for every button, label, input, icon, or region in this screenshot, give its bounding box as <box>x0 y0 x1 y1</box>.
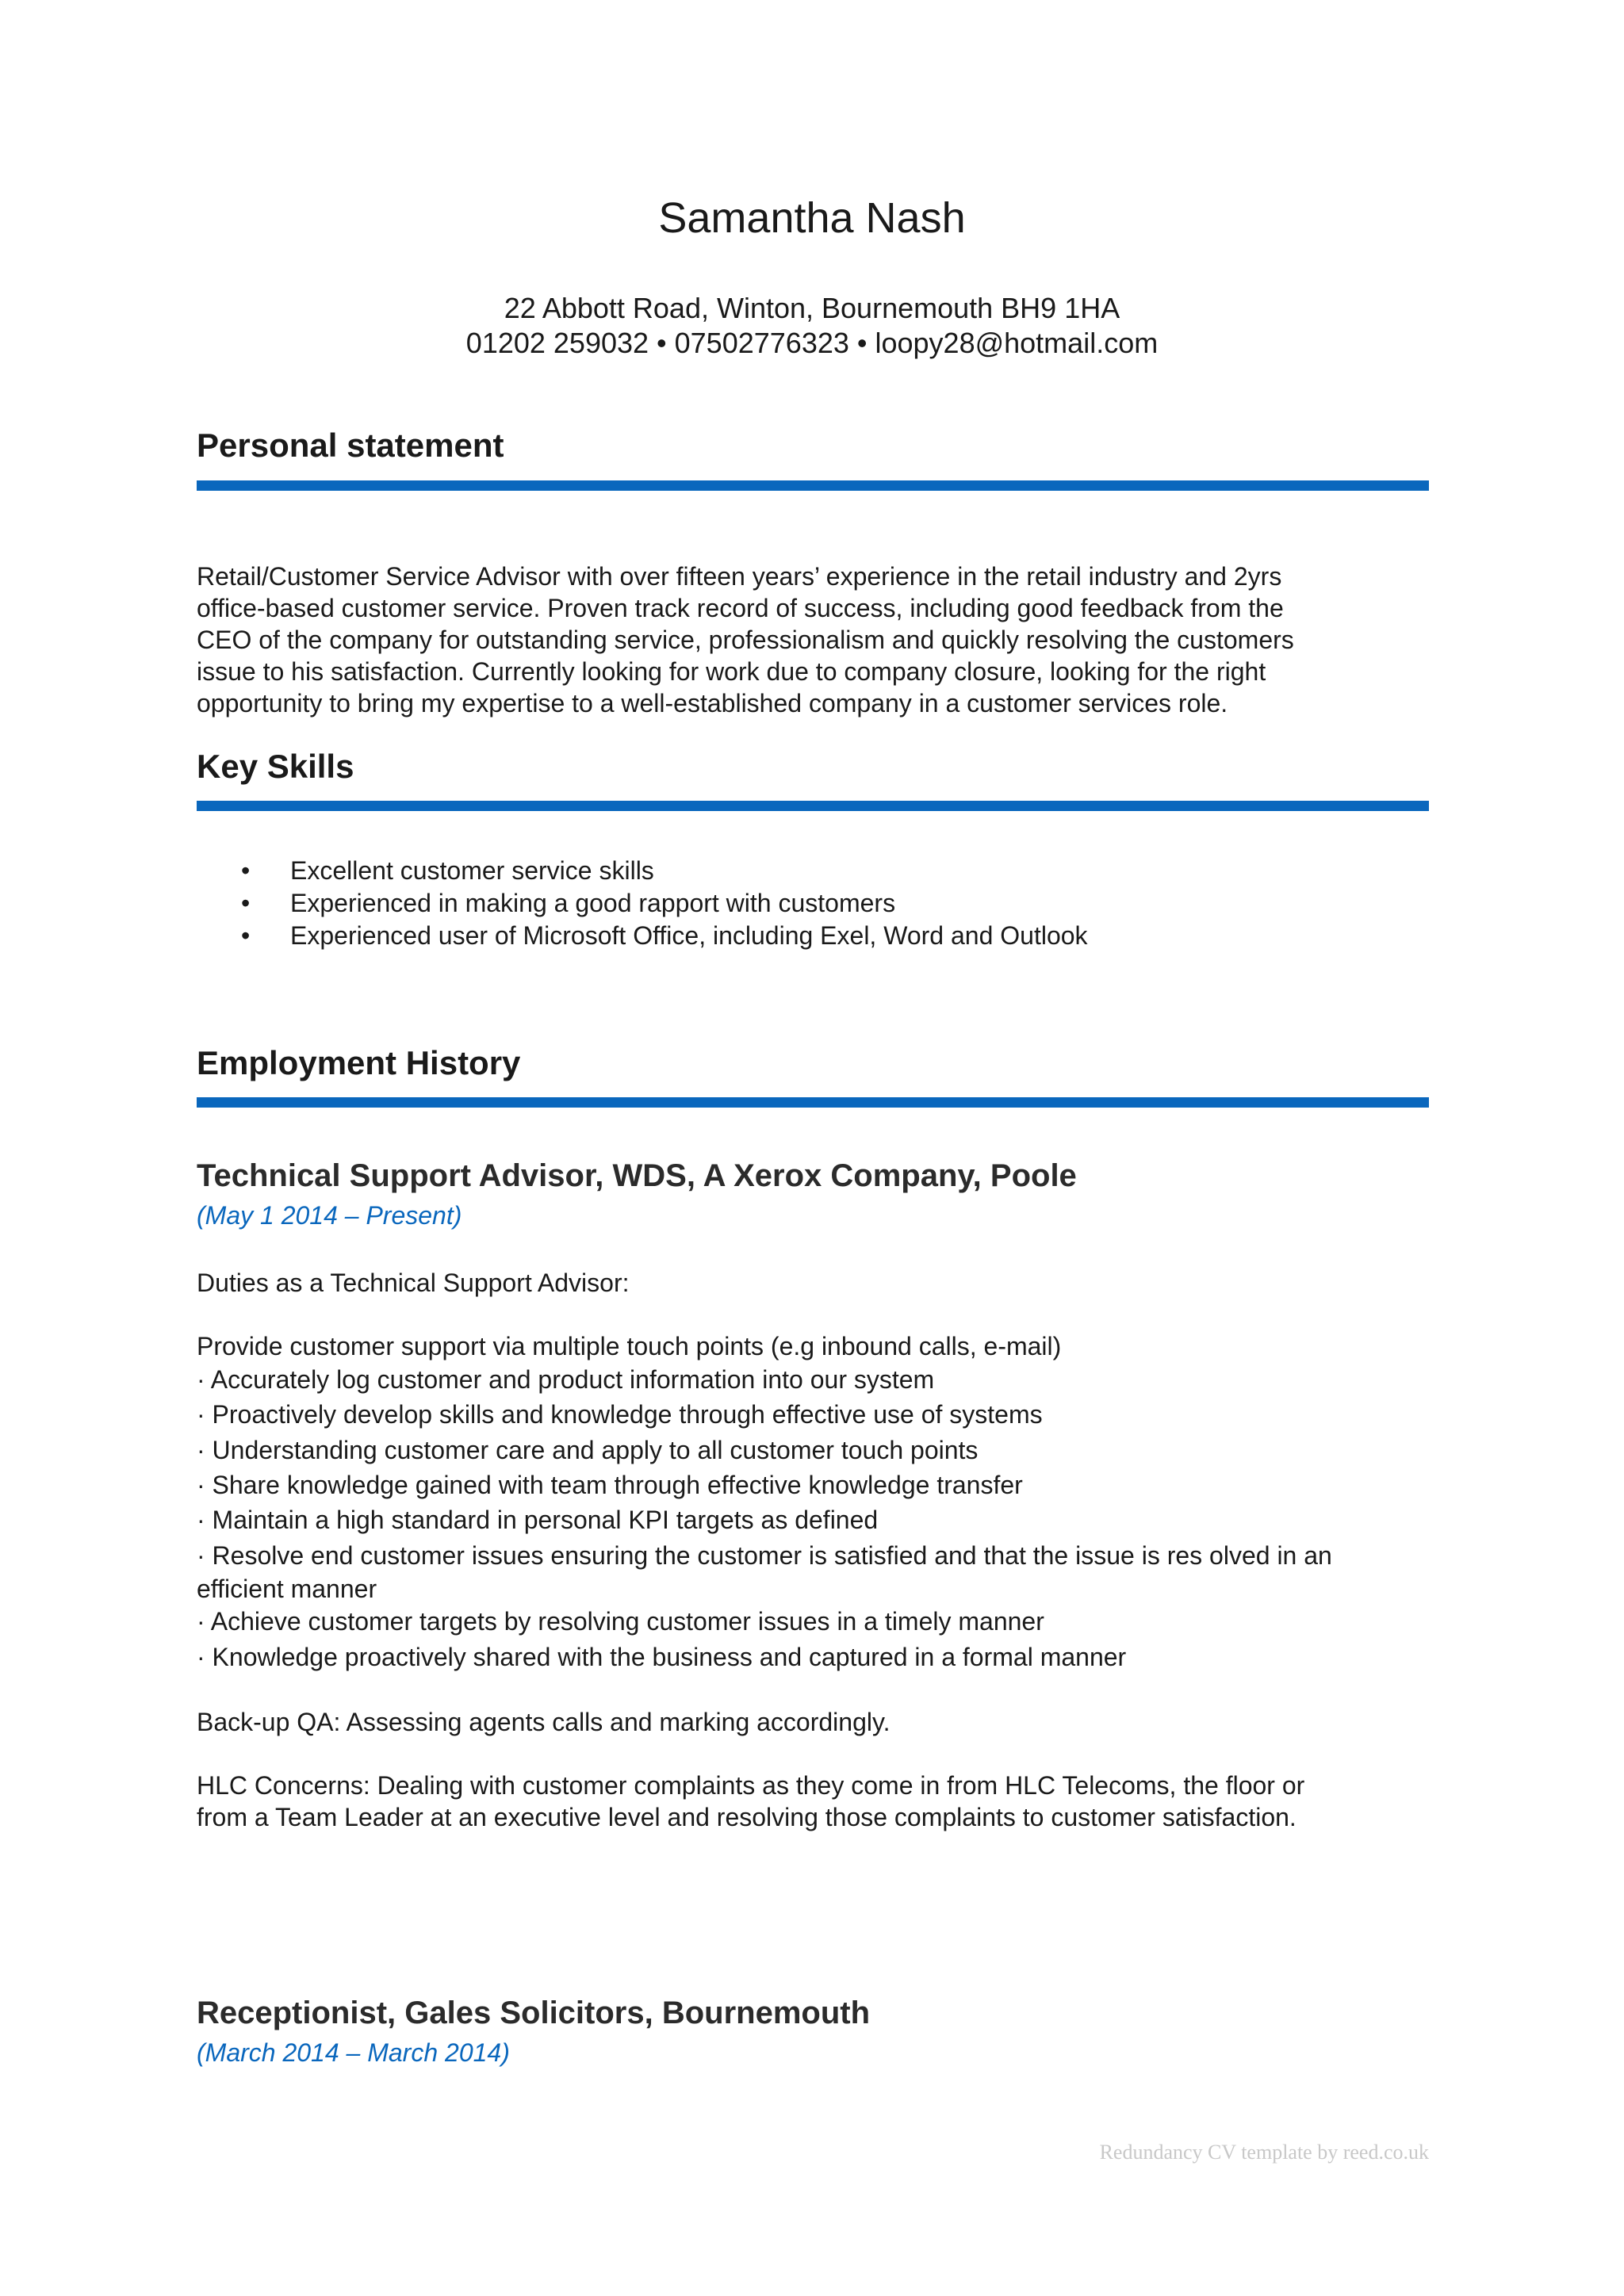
job-dates: (March 2014 – March 2014) <box>197 2038 510 2067</box>
duty-line: · Knowledge proactively shared with the business and captured in a formal manner <box>197 1643 1127 1671</box>
statement-line: CEO of the company for outstanding service, professionalism and quickly resolving the customers <box>197 626 1294 654</box>
statement-line: opportunity to bring my expertise to a well-established company in a customer services role. <box>197 689 1228 718</box>
duties-heading: Duties as a Technical Support Advisor: <box>197 1269 630 1297</box>
duty-line: · Accurately log customer and product information into our system <box>197 1365 935 1394</box>
duty-line: · Resolve end customer issues ensuring the customer is satisfied and that the issue is res olved in an <box>197 1541 1332 1570</box>
duty-line: · Proactively develop skills and knowledge through effective use of systems <box>197 1400 1043 1429</box>
skill-text: Excellent customer service skills <box>290 856 654 885</box>
bullet-icon: • <box>241 856 251 885</box>
duty-line: · Maintain a high standard in personal KPI targets as defined <box>197 1506 879 1534</box>
hlc-line: HLC Concerns: Dealing with customer complaints as they come in from HLC Telecoms, the floor or <box>197 1771 1305 1800</box>
duty-line: · Share knowledge gained with team through effective knowledge transfer <box>197 1471 1023 1499</box>
backup-qa-line: Back-up QA: Assessing agents calls and marking accordingly. <box>197 1708 891 1736</box>
candidate-name: Samantha Nash <box>658 194 966 242</box>
bullet-icon: • <box>241 889 251 917</box>
template-credit: Redundancy CV template by reed.co.uk <box>1099 2141 1429 2164</box>
job-title: Technical Support Advisor, WDS, A Xerox Company, Poole <box>197 1158 1077 1193</box>
skill-text: Experienced in making a good rapport with customers <box>290 889 896 917</box>
job-title: Receptionist, Gales Solicitors, Bournemouth <box>197 1996 871 2030</box>
section-divider <box>197 1097 1429 1108</box>
job-dates: (May 1 2014 – Present) <box>197 1201 462 1230</box>
employment-history-heading: Employment History <box>197 1044 521 1081</box>
bullet-icon: • <box>241 921 251 950</box>
address-line: 22 Abbott Road, Winton, Bournemouth BH9 1HA <box>504 292 1120 324</box>
personal-statement-heading: Personal statement <box>197 427 504 464</box>
duty-line: efficient manner <box>197 1575 377 1603</box>
statement-line: office-based customer service. Proven track record of success, including good feedback from the <box>197 594 1284 622</box>
statement-line: issue to his satisfaction. Currently looking for work due to company closure, looking for the right <box>197 657 1266 686</box>
section-divider <box>197 480 1429 491</box>
duty-line: Provide customer support via multiple touch points (e.g inbound calls, e-mail) <box>197 1332 1062 1360</box>
contact-line: 01202 259032 • 07502776323 • loopy28@hotmail.com <box>465 327 1159 359</box>
duty-line: · Understanding customer care and apply to all customer touch points <box>197 1436 979 1464</box>
hlc-line: from a Team Leader at an executive level and resolving those complaints to customer satisfaction. <box>197 1803 1297 1831</box>
section-divider <box>197 801 1429 811</box>
key-skills-heading: Key Skills <box>197 748 354 785</box>
statement-line: Retail/Customer Service Advisor with over fifteen years’ experience in the retail industry and 2yrs <box>197 562 1282 591</box>
skill-text: Experienced user of Microsoft Office, including Exel, Word and Outlook <box>290 921 1088 950</box>
duty-line: · Achieve customer targets by resolving customer issues in a timely manner <box>197 1607 1044 1636</box>
